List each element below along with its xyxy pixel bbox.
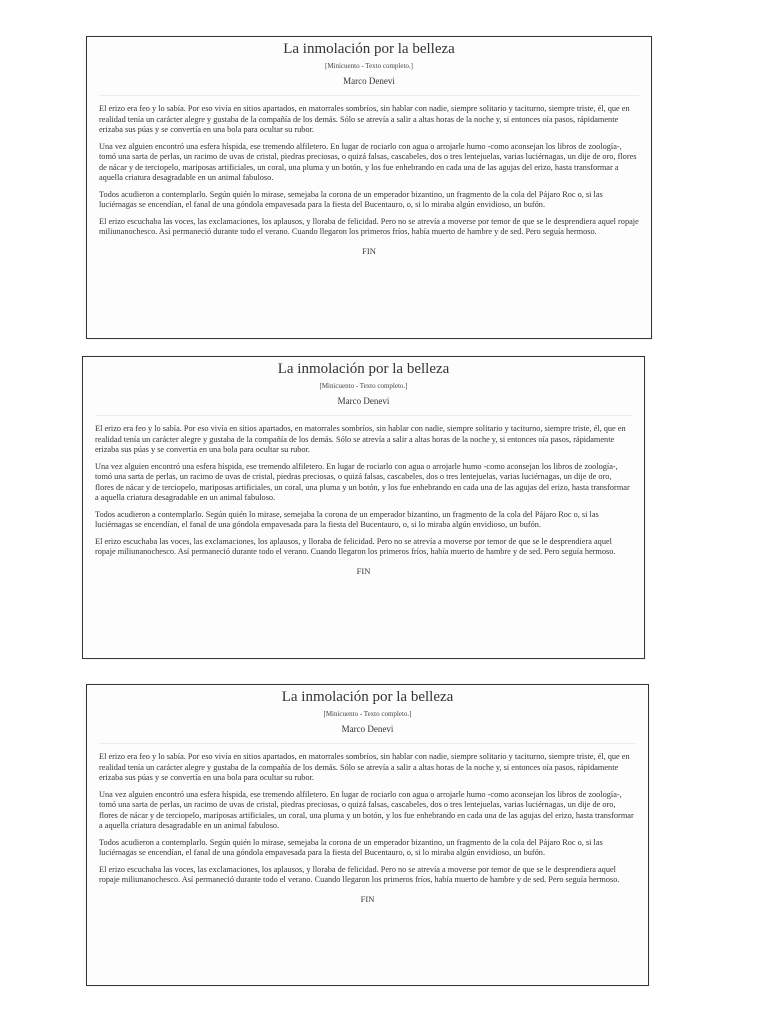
story-subtitle: [Minicuento - Texto completo.] bbox=[323, 710, 412, 718]
story-title: La inmolación por la belleza bbox=[277, 361, 450, 377]
paragraph-4: El erizo escuchaba las voces, las exclamaciones, los aplausos, y lloraba de felicidad. Pero no se atrevía a moverse por temor de que se le desprendiera aquel ropaje miliunanochesco. Así permaneció durante todo el verano. Cuando llegaron los primeros fríos, había muerto de hambre y de sed. Pero seguía hermoso. bbox=[95, 536, 616, 556]
story-author: Marco Denevi bbox=[337, 396, 390, 406]
paragraph-3: Todos acudieron a contemplarlo. Según quién lo mirase, semejaba la corona de un emperador bizantino, un fragmento de la cola del Pájaro Roc o, si las luciérnagas se encendían, el fanal de una góndola empavesada para la fiesta del Bucentauro, o, si lo miraba algún envidioso, un bufón. bbox=[95, 509, 599, 529]
story-end: FIN bbox=[356, 565, 371, 576]
divider bbox=[95, 415, 632, 416]
story-card-1 bbox=[86, 36, 652, 339]
paragraph-1: El erizo era feo y lo sabía. Por eso vivía en sitios apartados, en matorrales sombríos, sin hablar con nadie, siempre solitario y taciturno, siempre triste, él, que en realidad tenía un carácter alegre y gustaba de la compañía de los demás. Sólo se atrevía a salir a altas horas de la noche y, si entonces oía pasos, rápidamente erizaba sus púas y se convertía en una bola para ocultar su rubor. bbox=[99, 104, 630, 134]
story-end: FIN bbox=[360, 893, 375, 904]
story-card-3 bbox=[86, 684, 649, 986]
story-title: La inmolación por la belleza bbox=[283, 41, 455, 57]
story-subtitle: [Minicuento - Texto completo.] bbox=[319, 382, 408, 390]
paragraph-3: Todos acudieron a contemplarlo. Según quién lo mirase, semejaba la corona de un emperador bizantino, un fragmento de la cola del Pájaro Roc o, si las luciérnagas se encendían, el fanal de una góndola empavesada para la fiesta del Bucentauro, o, si lo miraba algún envidioso, un bufón. bbox=[99, 837, 603, 857]
story-end: FIN bbox=[362, 245, 376, 256]
paragraph-2: Una vez alguien encontró una esfera híspida, ese tremendo alfiletero. En lugar de rociarlo con agua o arrojarle humo -como aconsejan los libros de zoología-, tomó una sarta de perlas, un racimo de uvas de cristal, piedras preciosas, o quizá falsas, cascabeles, dos o tres lentejuelas, varias luciérnagas, un dije de oro, flores de nácar y de terciopelo, mariposas artificiales, un coral, una pluma y un botón, y los fue enhebrando en cada una de las agujas del erizo, hasta transformar a aquella criatura desagradable en un animal fabuloso. bbox=[99, 141, 637, 182]
paragraph-4: El erizo escuchaba las voces, las exclamaciones, los aplausos, y lloraba de felicidad. Pero no se atrevía a moverse por temor de que se le desprendiera aquel ropaje miliunanochesco. Así permaneció durante todo el verano. Cuando llegaron los primeros fríos, había muerto de hambre y de sed. Pero seguía hermoso. bbox=[99, 864, 620, 884]
story-author: Marco Denevi bbox=[341, 724, 394, 734]
paragraph-4: El erizo escuchaba las voces, las exclamaciones, los aplausos, y lloraba de felicidad. Pero no se atrevía a moverse por temor de que se le desprendiera aquel ropaje miliunanochesco. Así permaneció durante todo el verano. Cuando llegaron los primeros fríos, había muerto de hambre y de sed. Pero seguía hermoso. bbox=[99, 216, 639, 236]
story-title: La inmolación por la belleza bbox=[281, 689, 454, 705]
paragraph-2: Una vez alguien encontró una esfera híspida, ese tremendo alfiletero. En lugar de rociarlo con agua o arrojarle humo -como aconsejan los libros de zoología-, tomó una sarta de perlas, un racimo de uvas de cristal, piedras preciosas, o quizá falsas, cascabeles, dos o tres lentejuelas, varias luciérnagas, un dije de oro, flores de nácar y de terciopelo, mariposas artificiales, un coral, una pluma y un botón, y los fue enhebrando en cada una de las agujas del erizo, hasta transformar a aquella criatura desagradable en un animal fabuloso. bbox=[95, 461, 630, 502]
story-card-2 bbox=[82, 356, 645, 659]
paragraph-1: El erizo era feo y lo sabía. Por eso vivía en sitios apartados, en matorrales sombríos, sin hablar con nadie, siempre solitario y taciturno, siempre triste, él, que en realidad tenía un carácter alegre y gustaba de la compañía de los demás. Sólo se atrevía a salir a altas horas de la noche y, si entonces oía pasos, rápidamente erizaba sus púas y se convertía en una bola para ocultar su rubor. bbox=[99, 752, 630, 782]
paragraph-3: Todos acudieron a contemplarlo. Según quién lo mirase, semejaba la corona de un emperador bizantino, un fragmento de la cola del Pájaro Roc o, si las luciérnagas se encendían, el fanal de una góndola empavesada para la fiesta del Bucentauro, o, si lo miraba algún envidioso, un bufón. bbox=[99, 189, 603, 209]
story-author: Marco Denevi bbox=[343, 76, 395, 86]
paragraph-1: El erizo era feo y lo sabía. Por eso vivía en sitios apartados, en matorrales sombríos, sin hablar con nadie, siempre solitario y taciturno, siempre triste, él, que en realidad tenía un carácter alegre y gustaba de la compañía de los demás. Sólo se atrevía a salir a altas horas de la noche y, si entonces oía pasos, rápidamente erizaba sus púas y se convertía en una bola para ocultar su rubor. bbox=[95, 424, 626, 454]
story-subtitle: [Minicuento - Texto completo.] bbox=[324, 62, 414, 70]
divider bbox=[99, 743, 636, 744]
paragraph-2: Una vez alguien encontró una esfera híspida, ese tremendo alfiletero. En lugar de rociarlo con agua o arrojarle humo -como aconsejan los libros de zoología-, tomó una sarta de perlas, un racimo de uvas de cristal, piedras preciosas, o quizá falsas, cascabeles, dos o tres lentejuelas, varias luciérnagas, un dije de oro, flores de nácar y de terciopelo, mariposas artificiales, un coral, una pluma y un botón, y los fue enhebrando en cada una de las agujas del erizo, hasta transformar a aquella criatura desagradable en un animal fabuloso. bbox=[99, 789, 634, 830]
divider bbox=[99, 95, 639, 96]
